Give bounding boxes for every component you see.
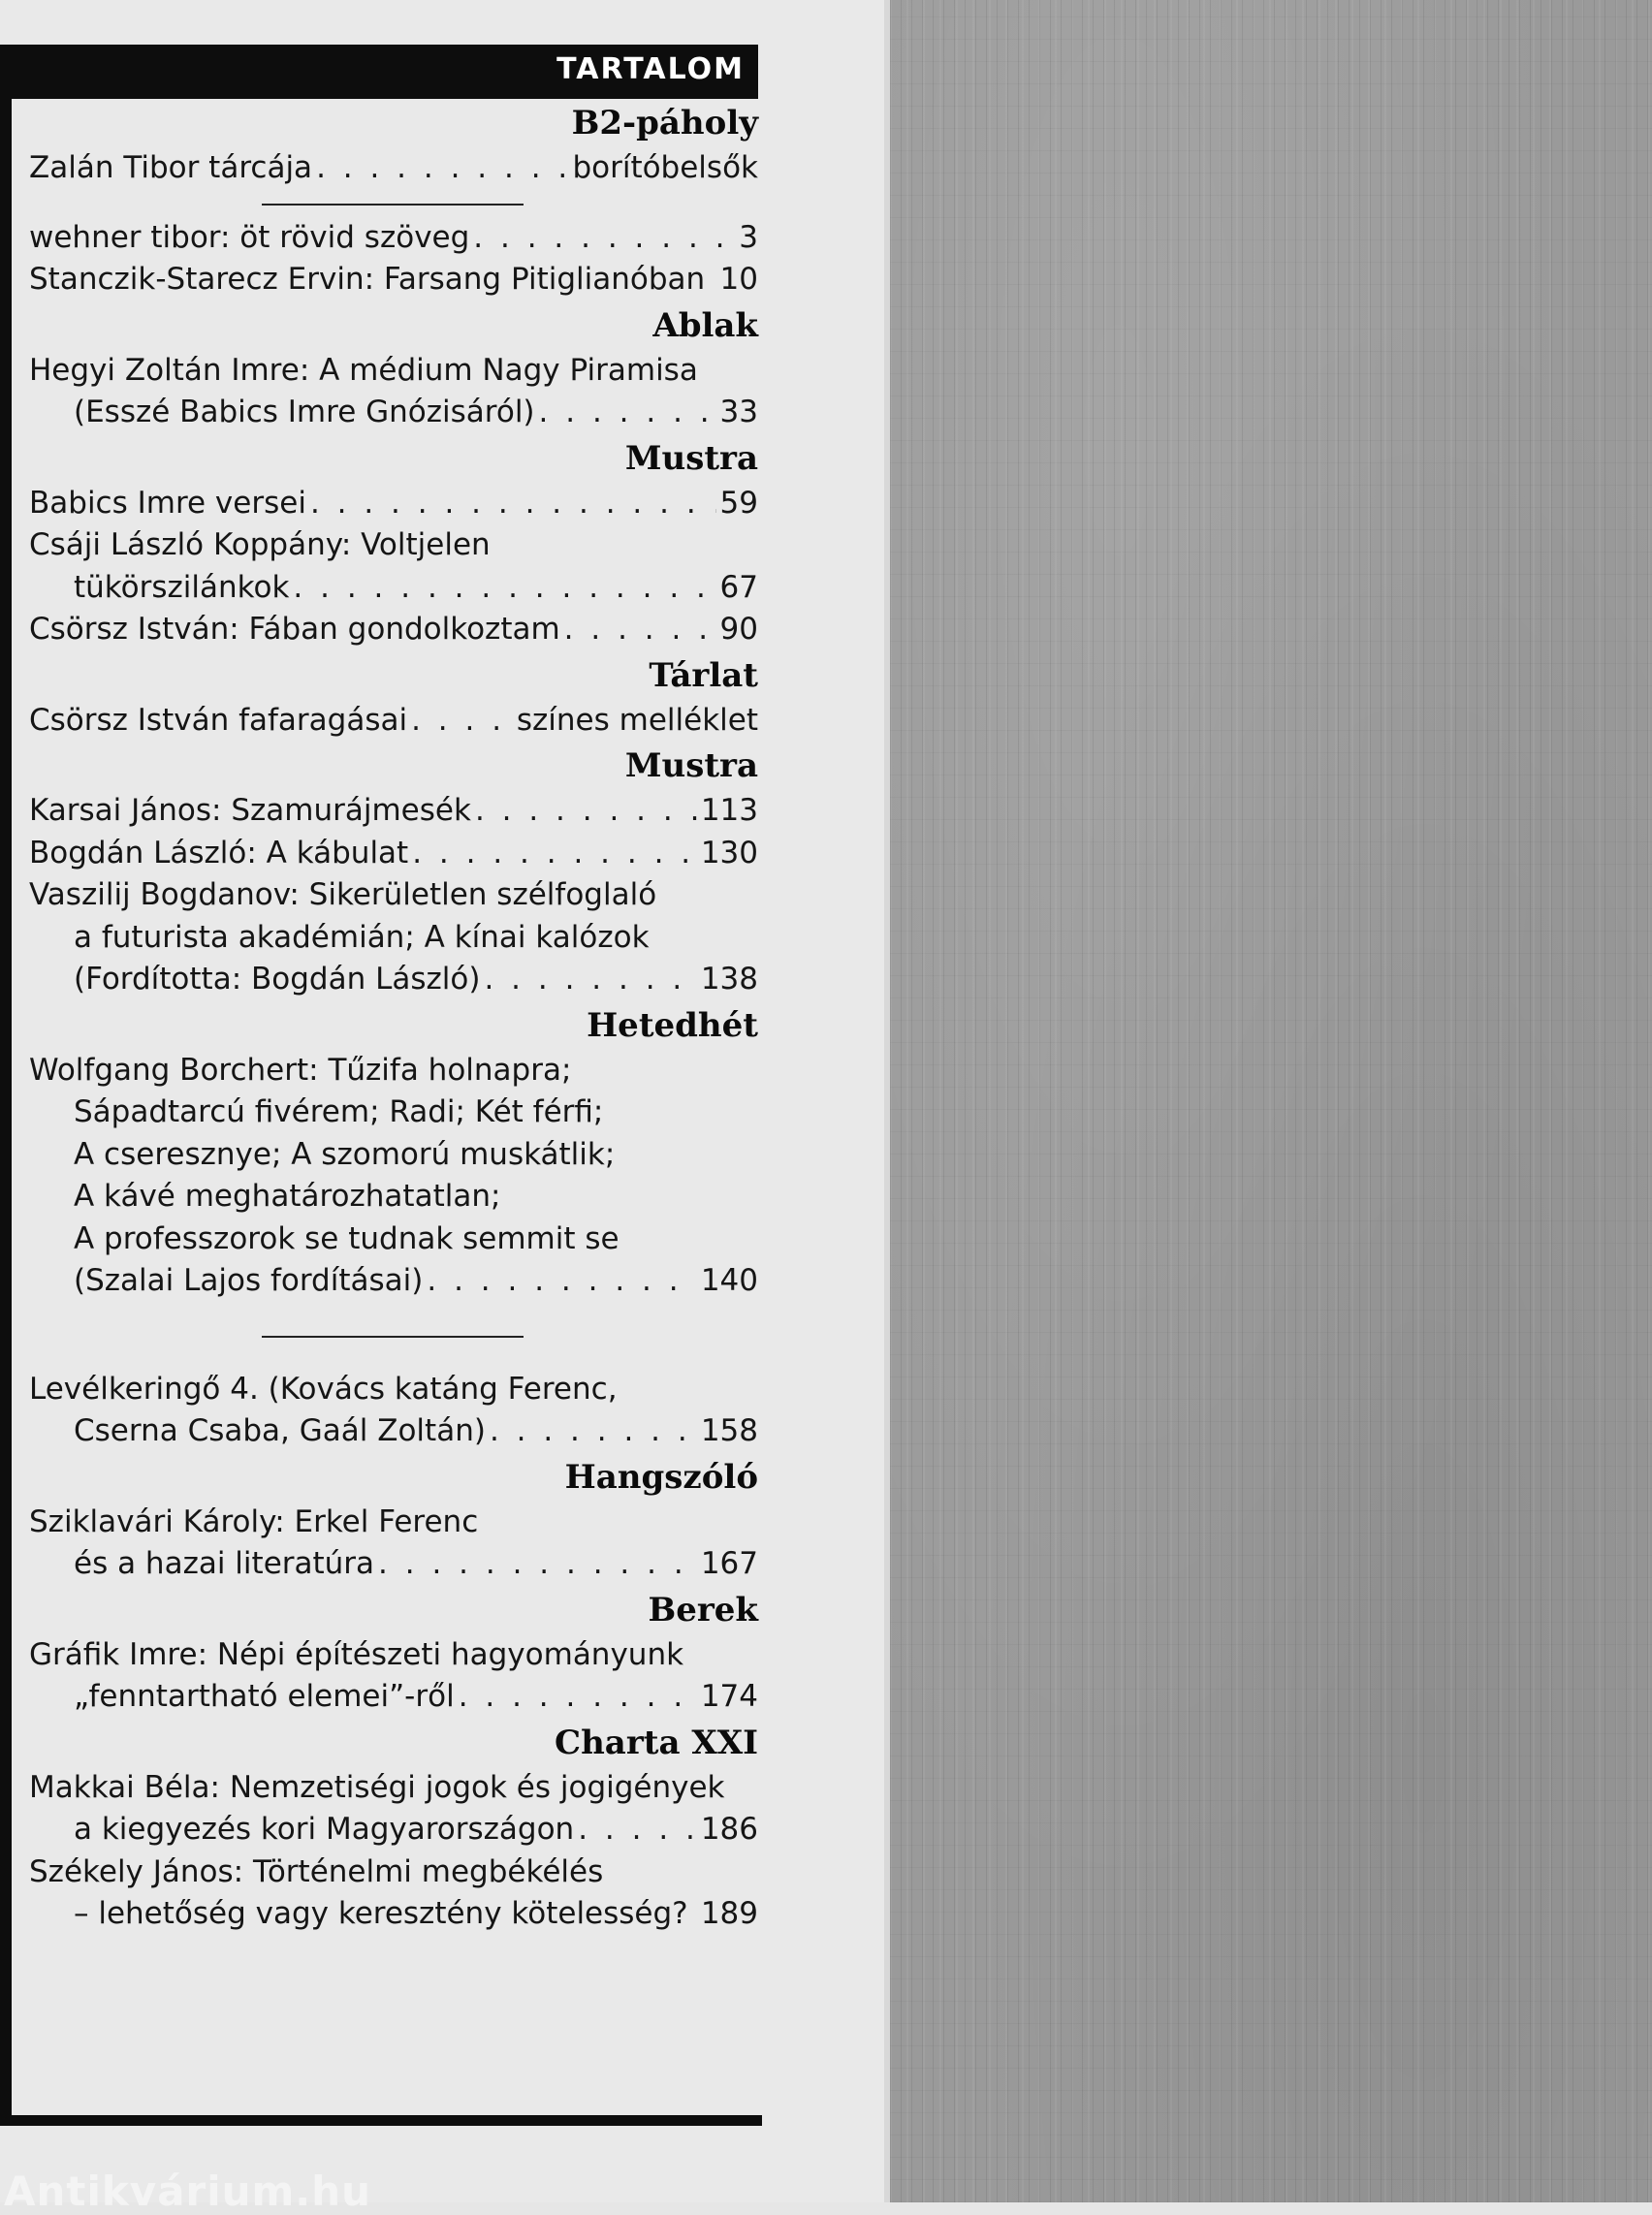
entry-title-continued: A kávé meghatározhatatlan; [74, 1179, 501, 1214]
entry-title: Karsai János: Szamurájmesék [29, 793, 471, 828]
entry-title-continued: Cserna Csaba, Gaál Zoltán) [74, 1413, 486, 1448]
left-rule [0, 99, 12, 2115]
entry-title-continued: A professzorok se tudnak semmit se [74, 1220, 620, 1256]
dot-leader [293, 567, 715, 610]
toc-entry[interactable] [29, 524, 758, 609]
dot-leader [490, 1410, 697, 1453]
entry-title: Zalán Tibor tárcája [29, 150, 313, 185]
page-number: 10 [719, 262, 758, 297]
dot-leader [578, 1809, 697, 1851]
entry-title: Makkai Béla: Nemzetiségi jogok és jogigények [29, 1769, 725, 1805]
entry-title: wehner tibor: öt rövid szöveg [29, 219, 470, 255]
page-number: 138 [700, 962, 758, 997]
section-title-hetedhet: Hetedhét [587, 1005, 758, 1045]
section-title-berek: Berek [648, 1590, 758, 1630]
entry-title: Levélkeringő 4. (Kovács katáng Ferenc, [29, 1371, 618, 1407]
section-title-ablak: Ablak [652, 305, 758, 345]
page-number: 67 [719, 569, 758, 605]
entry-title: Csáji László Koppány: Voltjelen [29, 527, 491, 562]
entry-title: Székely János: Történelmi megbékélés [29, 1853, 604, 1889]
entry-title-continued: tükörszilánkok [74, 569, 290, 605]
dot-leader [378, 1543, 697, 1586]
page-title: TARTALOM [556, 52, 745, 86]
toc-entry[interactable] [29, 874, 758, 1001]
page-number: 167 [700, 1546, 758, 1581]
divider [29, 190, 758, 217]
entry-title: Gráfik Imre: Népi építészeti hagyományunk [29, 1636, 684, 1672]
entry-title-continued: a futurista akadémián; A kínai kalózok [74, 919, 650, 955]
section-title-mustra-2: Mustra [624, 746, 758, 785]
entry-title: Wolfgang Borchert: Tűzifa holnapra; [29, 1052, 572, 1088]
textured-background [890, 0, 1652, 2202]
page-number: borítóbelsők [572, 150, 758, 185]
entry-title-continued: és a hazai literatúra [74, 1546, 375, 1581]
section-title-tarlat: Tárlat [649, 655, 758, 695]
dot-leader [427, 1260, 696, 1303]
page-number: 90 [719, 612, 758, 647]
entry-title: Hegyi Zoltán Imre: A médium Nagy Piramisa [29, 352, 698, 388]
watermark: Antikvárium.hu [4, 2168, 372, 2215]
bottom-rule [0, 2115, 762, 2126]
entry-title: Bogdán László: A kábulat [29, 835, 409, 870]
dot-leader [411, 700, 513, 743]
entry-title-continued: A cseresznye; A szomorú muskátlik; [74, 1136, 616, 1172]
page-number: 3 [739, 219, 758, 255]
section-title-b2-paholy: B2-páholy [571, 104, 758, 142]
section-title-mustra: Mustra [624, 438, 758, 478]
toc-entry[interactable] [29, 259, 758, 301]
entry-title: Vaszilij Bogdanov: Sikerületlen szélfoglaló [29, 877, 657, 912]
dot-leader [539, 392, 716, 434]
toc-entry[interactable] [29, 1050, 758, 1303]
page-number: 158 [700, 1413, 758, 1448]
page-number: 186 [700, 1812, 758, 1847]
entry-title-continued: (Fordította: Bogdán László) [74, 962, 481, 997]
toc-entry[interactable] [29, 1851, 758, 1936]
entry-title-continued: (Esszé Babics Imre Gnózisáról) [74, 395, 535, 429]
dot-leader [316, 147, 568, 190]
table-of-contents [29, 99, 758, 1936]
toc-entry[interactable] [29, 350, 758, 434]
page-number: 113 [700, 793, 758, 828]
dot-leader [484, 959, 696, 1001]
section-title-charta-xxi: Charta XXI [555, 1723, 758, 1762]
dot-leader [564, 609, 716, 651]
toc-entry[interactable] [29, 609, 758, 651]
entry-title: Babics Imre versei [29, 485, 306, 521]
toc-entry[interactable] [29, 1634, 758, 1719]
toc-entry[interactable] [29, 790, 758, 833]
dot-leader [412, 833, 697, 875]
entry-title-continued: Sápadtarcú fivérem; Radi; Két férfi; [74, 1094, 604, 1129]
page-number: 189 [700, 1896, 758, 1931]
dot-leader [459, 1676, 697, 1719]
page-number: 140 [700, 1263, 758, 1298]
entry-title: Sziklavári Károly: Erkel Ferenc [29, 1503, 479, 1539]
toc-entry[interactable] [29, 147, 758, 190]
page-number: 130 [700, 835, 758, 870]
toc-entry[interactable] [29, 1369, 758, 1453]
toc-entry[interactable] [29, 1767, 758, 1851]
page-number: 59 [719, 485, 758, 521]
entry-title-continued: (Szalai Lajos fordításai) [74, 1263, 424, 1298]
dot-leader [473, 217, 735, 260]
entry-title: Stanczik-Starecz Ervin: Farsang Pitiglianóban [29, 262, 706, 297]
entry-title: Csörsz István fafaragásai [29, 702, 408, 738]
page-number: 174 [700, 1679, 758, 1714]
toc-entry[interactable] [29, 483, 758, 525]
toc-entry[interactable] [29, 1502, 758, 1586]
dot-leader [475, 790, 697, 833]
dot-leader [310, 483, 716, 525]
entry-title-continued: – lehetőség vagy keresztény kötelesség? [74, 1896, 688, 1931]
toc-entry[interactable] [29, 700, 758, 743]
entry-title-continued: a kiegyezés kori Magyarországon [74, 1812, 575, 1847]
page-number: színes melléklet [516, 702, 758, 738]
header-bar [0, 45, 758, 99]
toc-entry[interactable] [29, 217, 758, 260]
section-title-hangszolo: Hangszóló [564, 1457, 758, 1497]
page-number: 33 [719, 395, 758, 429]
divider [29, 1322, 758, 1349]
entry-title: Csörsz István: Fában gondolkoztam [29, 612, 560, 647]
entry-title-continued: „fenntartható elemei”-ről [74, 1679, 455, 1714]
toc-entry[interactable] [29, 833, 758, 875]
